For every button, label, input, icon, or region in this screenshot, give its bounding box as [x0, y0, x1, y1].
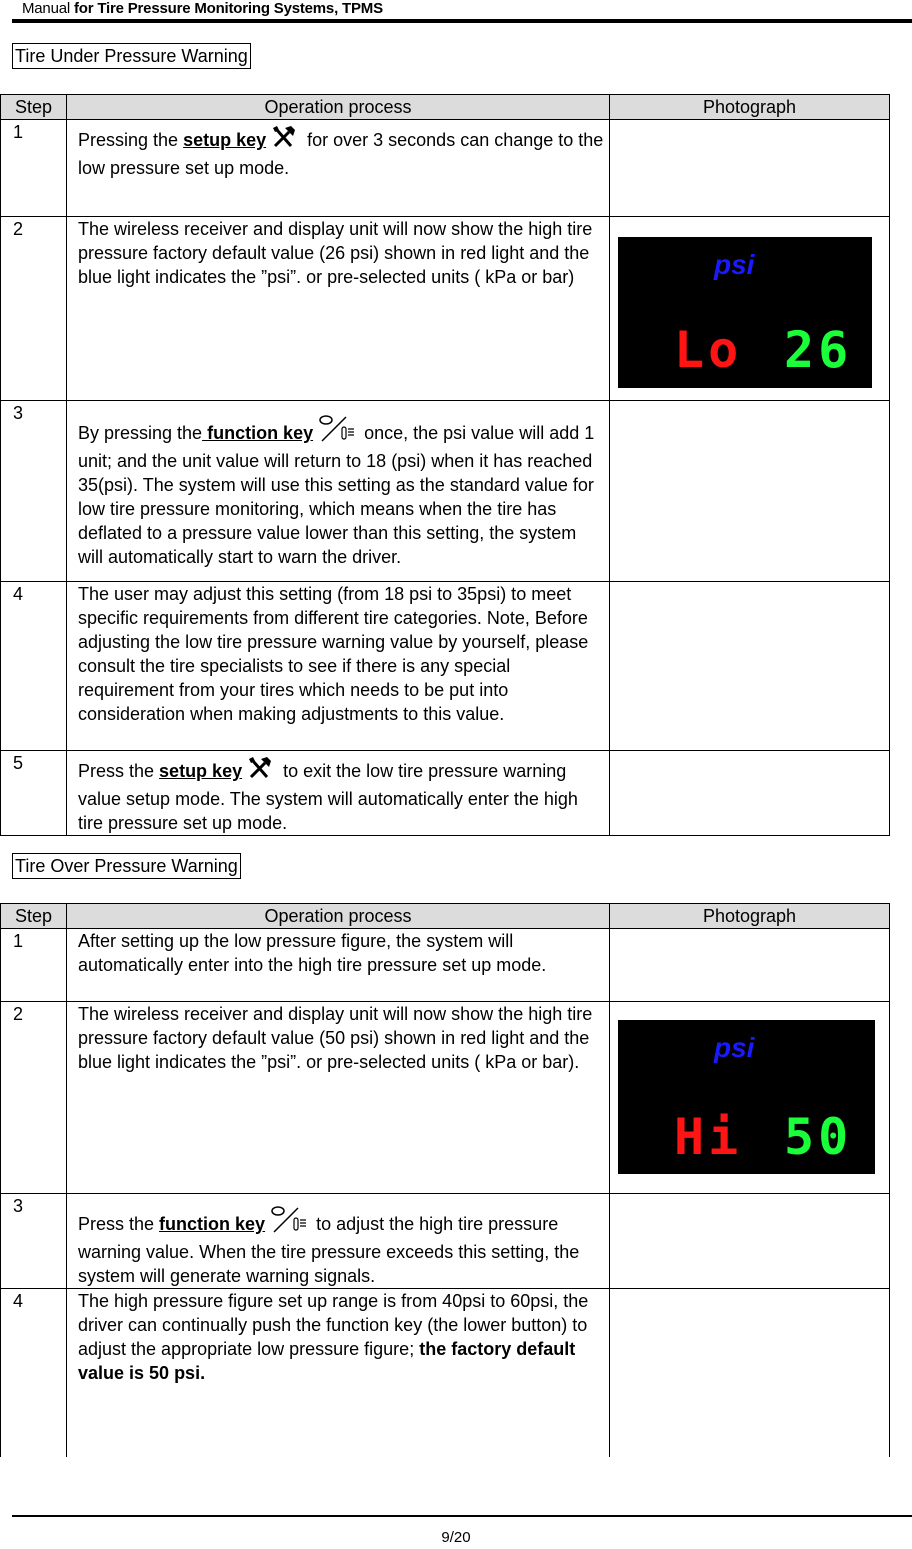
function-key-gauge-icon: [316, 413, 356, 449]
operation-text: The wireless receiver and display unit will now show the high tire pressure factory default value (26 psi) shown in red light and the blue light indicates the ”psi”. or pre-selected units ( kPa or bar): [67, 217, 610, 401]
column-header-operation: Operation process: [67, 904, 610, 929]
step-number: 1: [1, 929, 67, 1002]
table-row: [1, 1002, 890, 1194]
photograph-cell: [610, 401, 890, 582]
photograph-cell: [610, 751, 890, 836]
footer-rule: [12, 1515, 912, 1517]
text-span: The high pressure figure set up range is from 40psi to 60psi, the driver can continually push the function key (the lower button) to adjust the appropriate low pressure figure;: [78, 1291, 589, 1359]
function-key-label: function key: [202, 423, 314, 443]
text-span: once, the psi value will add 1 unit; and the unit value will return to 18 (psi) when it has reached 35(psi). The system will use this setting as the standard value for low tire pressure monitoring, which means when the tire has deflated to a pressure value lower than this setting, the system will automatically start to warn the driver.: [78, 423, 595, 567]
header-prefix: Manual: [22, 0, 74, 17]
photograph-cell: [610, 1289, 890, 1457]
text-span: for over 3 seconds can change to the low pressure set up mode.: [78, 130, 604, 178]
setup-key-label: setup key: [159, 761, 243, 781]
table-header-row: [1, 95, 890, 120]
step-number: 2: [1, 217, 67, 401]
operation-text: The user may adjust this setting (from 18 psi to 35psi) to meet specific requirements from different tire categories. Note, Before adjusting the low tire pressure warning value by yourself, please consult the tire specialists to see if there is any special requirement from your tires which needs to be put into consideration when making adjustments to this value.: [67, 582, 610, 751]
section-title-under-pressure: Tire Under Pressure Warning: [12, 43, 251, 69]
photograph-cell: [610, 1002, 890, 1194]
step-number: 3: [1, 1194, 67, 1289]
header-rule: [12, 19, 912, 23]
text-span: to adjust the high tire pressure warning value. When the tire pressure exceeds this setting, the system will generate warning signals.: [78, 1214, 580, 1286]
lcd-value: 26: [784, 321, 853, 379]
lcd-unit-label: psi: [714, 1032, 755, 1063]
text-span: Press the: [78, 761, 160, 781]
column-header-step: Step: [1, 95, 67, 120]
header-title: for Tire Pressure Monitoring Systems, TPMS: [73, 0, 383, 17]
table-row: [1, 751, 890, 836]
lcd-mode-label: Hi: [674, 1108, 743, 1166]
operation-text: [67, 401, 610, 582]
function-key-gauge-icon: [268, 1204, 308, 1240]
step-number: 4: [1, 1289, 67, 1457]
operation-text: The wireless receiver and display unit will now show the high tire pressure factory default value (50 psi) shown in red light and the blue light indicates the ”psi”. or pre-selected units ( kPa or bar).: [67, 1002, 610, 1194]
operation-text: [67, 120, 610, 217]
step-number: 5: [1, 751, 67, 836]
step-number: 4: [1, 582, 67, 751]
column-header-operation: Operation process: [67, 95, 610, 120]
function-key-label: function key: [159, 1214, 266, 1234]
photograph-cell: [610, 929, 890, 1002]
table-row: [1, 217, 890, 401]
step-number: 2: [1, 1002, 67, 1194]
setup-key-tools-icon: [245, 755, 275, 787]
step-number: 3: [1, 401, 67, 582]
text-span: to exit the low tire pressure warning value setup mode. The system will automatically enter the high tire pressure set up mode.: [78, 761, 578, 833]
table-row: [1, 1289, 890, 1457]
column-header-step: Step: [1, 904, 67, 929]
table-header-row: [1, 904, 890, 929]
table-row: [1, 582, 890, 751]
photograph-cell: [610, 582, 890, 751]
table-row: [1, 401, 890, 582]
column-header-photograph: Photograph: [610, 95, 890, 120]
step-number: 1: [1, 120, 67, 217]
page-number: 9/20: [441, 1529, 471, 1546]
under-pressure-table: [0, 94, 890, 836]
setup-key-tools-icon: [269, 124, 299, 156]
table-row: [1, 1194, 890, 1289]
default-value-note: the factory default value is 50 psi.: [78, 1339, 576, 1383]
table-row: [1, 120, 890, 217]
lcd-display-high: [618, 1020, 875, 1174]
setup-key-label: setup key: [183, 130, 267, 150]
lcd-mode-label: Lo: [674, 321, 743, 379]
text-span: Press the: [78, 1214, 160, 1234]
lcd-display-low: [618, 237, 872, 388]
section-title-over-pressure: Tire Over Pressure Warning: [12, 853, 241, 879]
photograph-cell: [610, 1194, 890, 1289]
over-pressure-table: [0, 903, 890, 1457]
operation-text: After setting up the low pressure figure, the system will automatically enter into the high tire pressure set up mode.: [67, 929, 610, 1002]
operation-text: [67, 1194, 610, 1289]
operation-text: [67, 751, 610, 836]
page-header: [22, 0, 383, 18]
operation-text: [67, 1289, 610, 1457]
text-span: By pressing the: [78, 423, 203, 443]
lcd-value: 50: [784, 1108, 853, 1166]
text-span: Pressing the: [78, 130, 184, 150]
photograph-cell: [610, 120, 890, 217]
photograph-cell: [610, 217, 890, 401]
column-header-photograph: Photograph: [610, 904, 890, 929]
lcd-unit-label: psi: [714, 249, 755, 280]
table-row: [1, 929, 890, 1002]
